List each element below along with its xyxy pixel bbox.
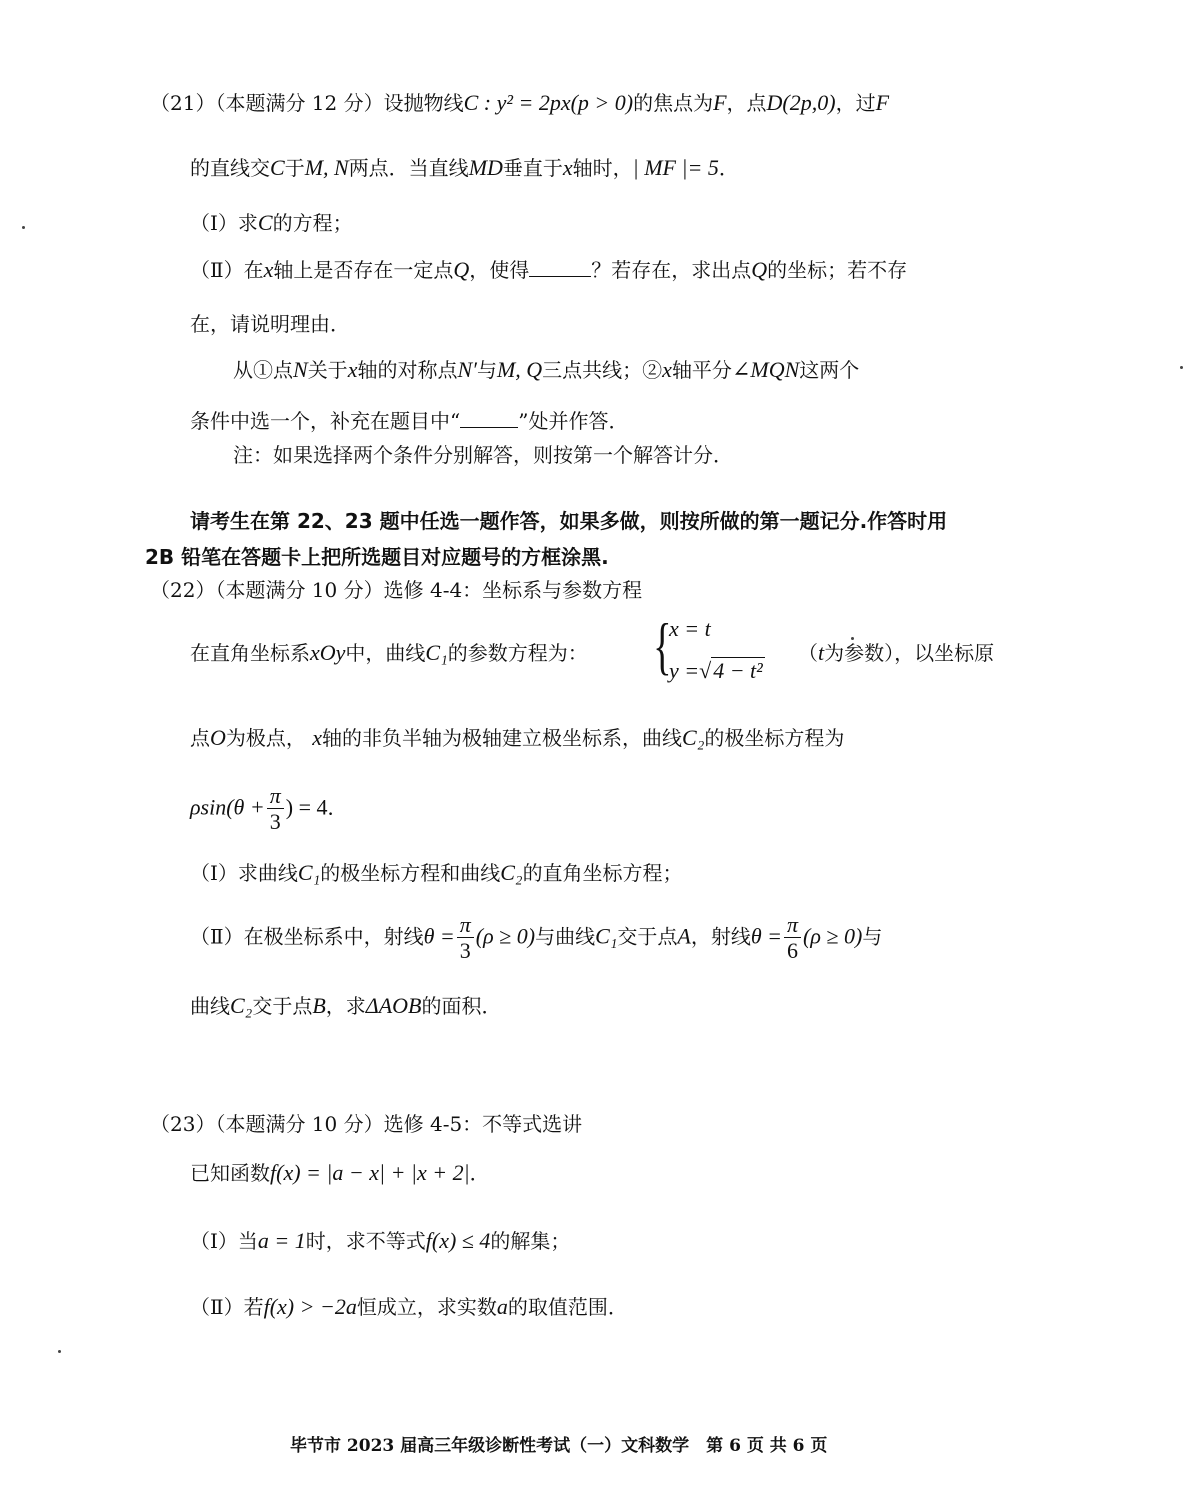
math-rho-condition: (ρ ≥ 0) (803, 923, 863, 949)
math-C1: C₁ (425, 640, 448, 665)
numerator: π (784, 912, 801, 938)
text: 已知函数 (190, 1161, 270, 1185)
math-B: B (312, 993, 326, 1018)
q23-head: （23）（本题满分 10 分）选修 4-5：不等式选讲 (150, 1112, 583, 1136)
math-a: a (496, 1294, 508, 1319)
q22-line-2 (190, 725, 844, 751)
math-rho-condition: (ρ ≥ 0) (475, 923, 536, 949)
text: 曲线 (190, 994, 230, 1018)
math-C2: C₂ (500, 860, 523, 885)
q21-part-2-line-2 (190, 312, 350, 336)
text: 轴的对称点 (357, 358, 458, 382)
math-F: F (875, 90, 890, 115)
math-C1: C₁ (595, 923, 618, 949)
math-C: C (270, 155, 285, 180)
parametric-system (655, 610, 795, 690)
math-polar-rhs: ) = 4 (285, 794, 328, 820)
q22-part-2-line-2 (190, 993, 501, 1019)
q22-part-2 (190, 912, 882, 964)
text: 的方程； (272, 211, 353, 235)
math-A: A (677, 923, 691, 949)
text: 中，曲线 (345, 641, 426, 665)
point-D: D(2p,0) (766, 90, 836, 115)
math-Q: Q (751, 257, 768, 282)
math-C: C (257, 210, 273, 235)
text: 的焦点为 (633, 91, 714, 115)
text: 条件中选一个，补充在题目中“ (190, 409, 461, 433)
q22-polar-equation (190, 783, 347, 835)
text: ，过 (835, 91, 876, 115)
text: 于 (284, 156, 305, 180)
text: 为参数），以坐标原 (824, 641, 995, 665)
print-dot (851, 637, 854, 640)
text: 与曲线 (535, 924, 596, 949)
sqrt-content: 4 − t² (713, 658, 763, 683)
math-MQ: M, Q (496, 357, 543, 382)
text: 垂直于 (502, 156, 563, 180)
math-N-prime: N′ (457, 357, 477, 382)
text: 关于 (307, 358, 348, 382)
q21-condition-line-2 (190, 409, 628, 433)
q22-part-1 (190, 860, 683, 886)
q21-line-1 (150, 90, 889, 116)
q21-line-2 (190, 155, 739, 181)
text: 注：如果选择两个条件分别解答，则按第一个解答计分． (233, 443, 733, 467)
text: 为极点， (225, 726, 306, 750)
parabola-equation: C : y² = 2px(p > 0) (463, 90, 634, 115)
text: 的极坐标方程和曲线 (320, 861, 501, 885)
math-function-f: f(x) = |a − x| + |x + 2| (270, 1160, 470, 1185)
text: ，求 (325, 994, 366, 1018)
math-angle-MQN: ∠MQN (731, 357, 800, 382)
math-inequality: f(x) > −2a (263, 1294, 357, 1319)
math-N: N (293, 357, 308, 382)
q21-condition-line-1 (233, 357, 859, 383)
sqrt-sign: √ (699, 658, 712, 683)
denominator: 3 (269, 809, 281, 835)
numerator: π (457, 912, 474, 938)
q22-line-1 (190, 640, 588, 666)
text: 的参数方程为： (447, 641, 588, 665)
text: ？若存在，求出点 (591, 258, 752, 282)
text: 三点共线；② (542, 358, 663, 382)
denominator: 6 (787, 938, 799, 964)
text: 的坐标；若不存 (767, 258, 908, 282)
text: ． (469, 1161, 490, 1185)
q23-part-2 (190, 1294, 628, 1320)
math-MF: | MF |= 5 (632, 155, 719, 180)
math-MD: MD (468, 155, 503, 180)
q21-head: （21）（本题满分 12 分）设抛物线 (150, 91, 464, 115)
text: （ (798, 641, 818, 665)
text: 从①点 (233, 358, 293, 382)
text: 的直角坐标方程； (522, 861, 683, 885)
instruction-line-2: 2B 铅笔在答题卡上把所选题目对应题号的方框涂黑. (145, 545, 609, 569)
math-F: F (713, 90, 727, 115)
math-Q: Q (453, 257, 470, 282)
text: ． (718, 156, 739, 180)
q23-line-1 (190, 1160, 490, 1186)
text: ，射线 (690, 924, 751, 949)
text: 这两个 (799, 358, 860, 382)
math-xOy: xOy (310, 640, 346, 665)
text: 两点．当直线 (348, 156, 469, 180)
text: y = (669, 658, 700, 683)
page-footer: 毕节市 2023 届高三年级诊断性考试（一）文科数学 第 6 页 共 6 页 (290, 1436, 828, 1456)
equation-x: x = t (669, 616, 711, 641)
text: 轴平分 (671, 358, 732, 382)
text: （Ⅱ）在 (190, 258, 264, 282)
q21-part-2 (190, 257, 907, 283)
text: 交于点 (617, 924, 678, 949)
text: ，点 (726, 91, 767, 115)
text: （Ⅱ）在极坐标系中，射线 (190, 924, 424, 949)
math-x: x (562, 155, 573, 180)
text: 轴的非负半轴为极轴建立极坐标系，曲线 (322, 726, 683, 750)
math-a-equals-1: a = 1 (257, 1228, 306, 1253)
text: 恒成立，求实数 (356, 1295, 497, 1319)
text: 交于点 (252, 994, 313, 1018)
q22-line-1-tail (798, 640, 994, 666)
math-polar-lhs: ρsin(θ + (190, 794, 265, 820)
q21-part-1 (190, 210, 353, 236)
math-C2: C₂ (682, 725, 705, 750)
q22-head: （22）（本题满分 10 分）选修 4-4：坐标系与参数方程 (150, 578, 643, 602)
math-C2: C₂ (230, 993, 253, 1018)
text: 时，求不等式 (305, 1229, 426, 1253)
equation-y (669, 658, 765, 684)
text: 在，请说明理由． (190, 312, 350, 336)
text: 轴上是否存在一定点 (273, 258, 454, 282)
math-O: O (210, 725, 226, 750)
q21-note (233, 443, 733, 467)
fraction-pi-over-6 (784, 912, 801, 964)
scan-speck (22, 226, 25, 229)
text: 的面积． (421, 994, 502, 1018)
math-t: t (818, 640, 825, 665)
text: （Ⅰ）当 (190, 1229, 258, 1253)
math-MN: M, N (304, 155, 349, 180)
text: ”处并作答． (518, 409, 629, 433)
answer-blank (529, 258, 591, 277)
text: （Ⅰ）求曲线 (190, 861, 298, 885)
math-theta: θ = (750, 923, 783, 949)
left-brace: { (653, 610, 672, 681)
math-x: x (312, 725, 323, 750)
text: 的直线交 (190, 156, 270, 180)
math-C1: C₁ (297, 860, 321, 885)
scan-speck (1180, 366, 1183, 369)
denominator: 3 (459, 938, 471, 964)
math-theta: θ = (423, 923, 455, 949)
text: ． (327, 795, 348, 820)
text: 与 (862, 924, 883, 949)
q23-part-1 (190, 1228, 570, 1254)
text: 的取值范围． (507, 1295, 628, 1319)
text: 在直角坐标系 (190, 641, 310, 665)
numerator: π (267, 783, 284, 809)
fraction-pi-over-3 (457, 912, 474, 964)
text: （Ⅱ）若 (190, 1295, 264, 1319)
text: （Ⅰ）求 (190, 211, 258, 235)
text: 的解集； (490, 1229, 571, 1253)
text: 的极坐标方程为 (704, 726, 845, 750)
text: 点 (190, 726, 210, 750)
math-triangle-AOB: ΔAOB (365, 993, 422, 1018)
answer-blank (460, 409, 518, 428)
text: ，使得 (469, 258, 530, 282)
math-x: x (662, 357, 672, 382)
text: 轴时， (572, 156, 633, 180)
math-x: x (347, 357, 358, 382)
fraction-pi-over-3 (267, 783, 284, 835)
text: 与 (476, 358, 497, 382)
math-x: x (263, 257, 274, 282)
instruction-line-1: 请考生在第 22、23 题中任选一题作答，如果多做，则按所做的第一题记分.作答时用 (190, 509, 948, 533)
math-inequality: f(x) ≤ 4 (425, 1228, 491, 1253)
scan-speck (58, 1350, 61, 1353)
